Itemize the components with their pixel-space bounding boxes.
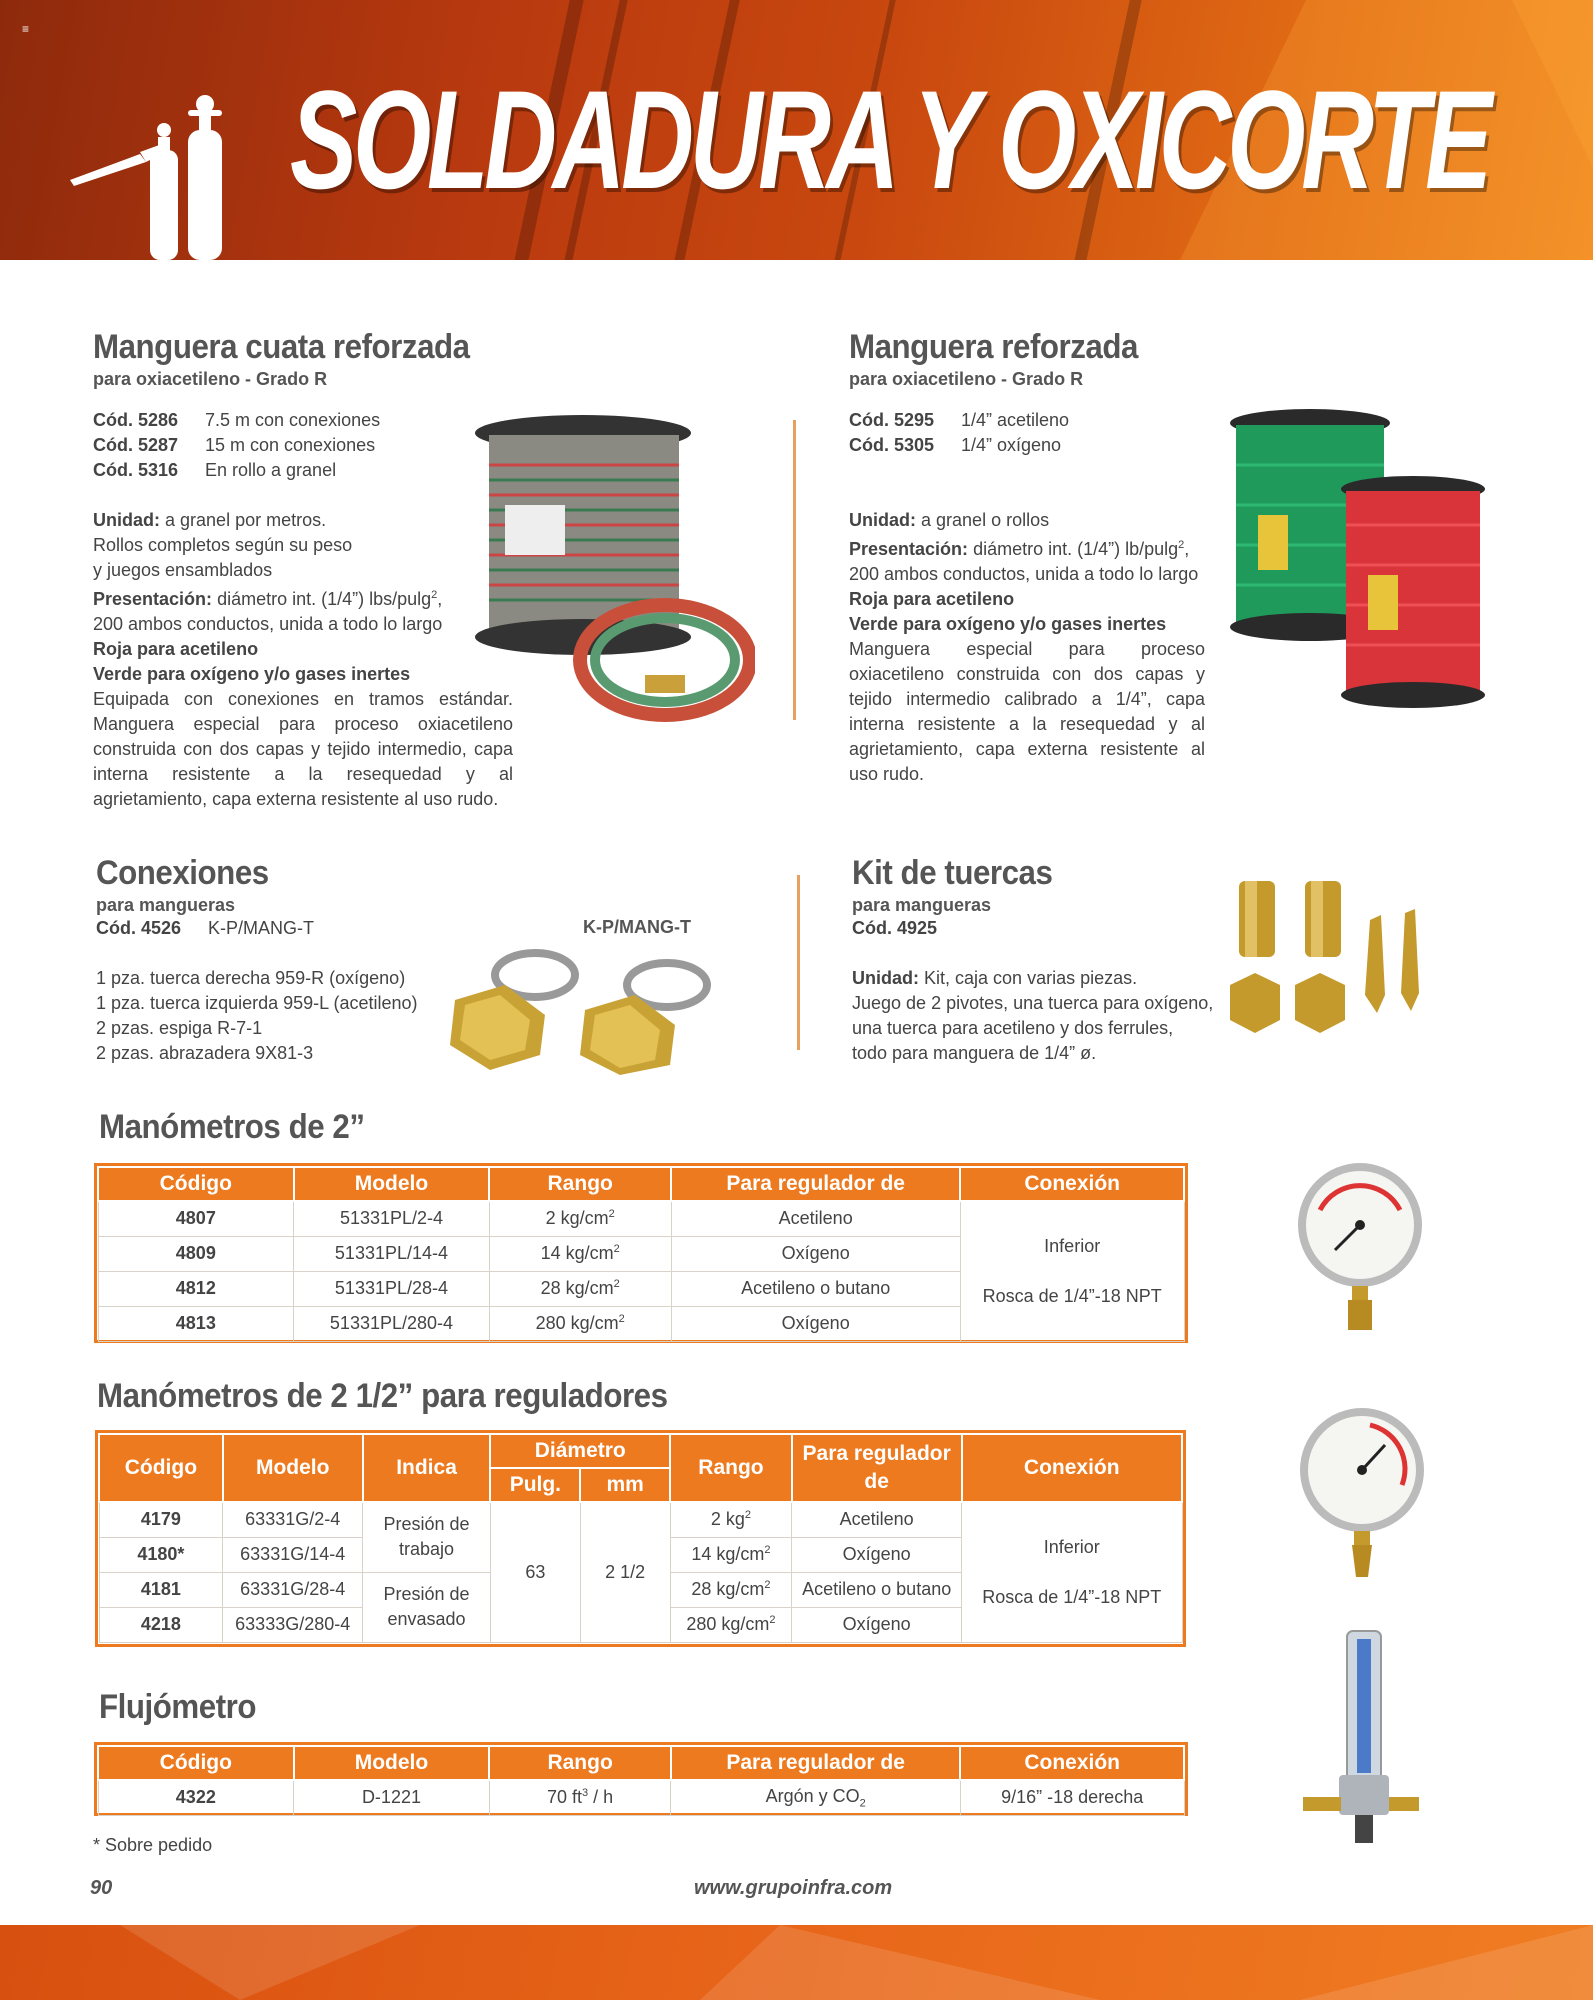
list-item: 2 pzas. espiga R-7-1	[96, 1018, 263, 1038]
pressure-gauge-image	[1290, 1160, 1440, 1340]
section-kit-tuercas: Kit de tuercas para mangueras Cód. 4925 Unidad: Kit, caja con varias piezas. Juego de 2 pivotes, una tuerca para oxígeno, una tuerca para acetileno y dos ferrules, todo para manguera de 1/4” ø.	[852, 854, 1214, 1063]
column-header: Rango	[670, 1434, 792, 1502]
column-header: Rango	[489, 1746, 671, 1780]
website-link[interactable]: www.grupoinfra.com	[694, 1877, 893, 1899]
code-row: Cód. 4526 K-P/MANG-T	[96, 918, 314, 938]
code-row: Cód. 5287 15 m con conexiones	[93, 435, 376, 455]
table-row: 4813 51331PL/280-4 280 $kg/cm^2$ Oxígeno	[98, 1306, 1184, 1341]
column-header: Modelo	[294, 1746, 490, 1780]
list-item: 2 pzas. abrazadera 9X81-3	[96, 1043, 314, 1063]
table-title: Manómetros de 2 1/2” para reguladores	[97, 1377, 668, 1415]
table-manometros-2	[94, 1163, 1188, 1343]
table-row: 4179 63331G/2-4 Presión de trabajo 63 2 1/2 2 $kg^2$ Acetileno Inferior Rosca de 1/4”-18 NPT	[99, 1502, 1182, 1537]
column-header: Indica	[363, 1434, 491, 1502]
section-manguera-reforzada: Manguera reforzada para oxiacetileno - Grado R Cód. 5295 1/4” acetileno Cód. 5305 1/4” oxígeno Unidad: a granel o rollos Presentación: diámetro int. (1/4”) lb/pulg$^2$, 200 ambos conductos, unida a todo lo largo Roja para acetileno Verde para oxígeno y/o gases inertes Manguera especial para proceso oxiacetileno construida con dos capas y tejido intermedio calibrado a 1/4”, capa interna resistente a la resequedad y al agrietamiento, capa externa resistente al uso rudo.	[849, 328, 1205, 787]
page-title: SOLDADURA Y OXICORTE	[290, 61, 1489, 218]
section-subtitle: para oxiacetileno - Grado R	[849, 369, 1084, 389]
column-header: Rango	[489, 1167, 671, 1201]
column-header: Conexión	[962, 1434, 1182, 1502]
section-subtitle: para mangueras	[96, 895, 236, 915]
table-row: 4809 51331PL/14-4 14 $kg/cm^2$ Oxígeno	[98, 1236, 1184, 1271]
footer-bar	[0, 1925, 1593, 2000]
column-header: Conexión	[960, 1746, 1184, 1780]
page-number: 90	[90, 1877, 113, 1899]
list-item: 1 pza. tuerca derecha 959-R (oxígeno)	[96, 968, 406, 988]
hose-reels-image	[1228, 405, 1488, 715]
table-row: 4218 63333G/280-4 280 $kg/cm^2$ Oxígeno	[99, 1607, 1182, 1642]
column-header: Conexión	[960, 1167, 1184, 1201]
welding-torch-cylinder-icon	[70, 92, 250, 260]
column-header: mm	[580, 1468, 670, 1502]
table-row: 4322 D-1221 70 $ft^3$ / h Argón y $CO_2$ 9/16” -18 derecha	[98, 1780, 1184, 1815]
footnote: * Sobre pedido	[93, 1835, 213, 1855]
nut-kit-image	[1225, 875, 1450, 1045]
section-subtitle: para oxiacetileno - Grado R	[93, 369, 328, 389]
section-subtitle: para mangueras	[852, 895, 992, 915]
description: Equipada con conexiones en tramos estándar. Manguera especial para proceso oxiacetileno construida con dos capas y tejido intermedio, capa interna resistente a la resequedad y al agrietamiento, capa externa resistente al uso rudo.	[93, 689, 513, 809]
table-row: 4181 63331G/28-4 Presión de envasado 28 $kg/cm^2$ Acetileno o butano	[99, 1572, 1182, 1607]
code-row: Cód. 5286 7.5 m con conexiones	[93, 410, 381, 430]
code-row: Cód. 5295 1/4” acetileno	[849, 410, 1070, 430]
table-manometros-2-1-2	[95, 1430, 1186, 1647]
code-label: Cód. 4925	[852, 918, 938, 938]
section-conexiones	[96, 854, 418, 1066]
code-row: Cód. 5305 1/4” oxígeno	[849, 435, 1062, 455]
image-label: K-P/MANG-T	[583, 917, 691, 937]
column-header: Para regulador de	[671, 1746, 960, 1780]
hose-reel-image	[465, 405, 755, 725]
section-title: Manguera reforzada	[849, 328, 1138, 366]
column-header: Modelo	[294, 1167, 490, 1201]
column-header: Diámetro	[490, 1434, 670, 1468]
section-title: Conexiones	[96, 854, 269, 892]
table-row: 4180* 63331G/14-4 14 $kg/cm^2$ Oxígeno	[99, 1537, 1182, 1572]
list-item: 1 pza. tuerca izquierda 959-L (acetileno)	[96, 993, 418, 1013]
section-manguera-cuata: Manguera cuata reforzada para oxiacetileno - Grado R Cód. 5286 7.5 m con conexiones Cód. 5287 15 m con conexiones Cód. 5316 En rollo a granel Unidad: a granel por metros. Rollos completos según su peso y juegos ensamblados Presentación: diámetro int. (1/4”) lbs/pulg$^2$, 200 ambos conductos, unida a todo lo largo Roja para acetileno Verde para oxígeno y/o gases inertes Equipada con conexiones en tramos estándar. Manguera especial para proceso oxiacetileno construida con dos capas y tejido intermedio, capa interna resistente a la resequedad y al agrietamiento, capa externa resistente al uso rudo.	[93, 328, 513, 812]
table-row: 4812 51331PL/28-4 28 $kg/cm^2$ Acetileno o butano	[98, 1271, 1184, 1306]
connectors-image	[445, 940, 735, 1075]
column-header: Código	[98, 1167, 294, 1201]
table-flujometro	[94, 1742, 1188, 1816]
section-title: Manguera cuata reforzada	[93, 328, 470, 366]
column-header: Para regulador de	[671, 1167, 960, 1201]
flowmeter-image	[1295, 1625, 1435, 1850]
table-row: 4807 51331PL/2-4 2 $kg/cm^2$ Acetileno Inferior Rosca de 1/4”-18 NPT	[98, 1201, 1184, 1236]
column-header: Para regulador de	[792, 1434, 962, 1502]
table-title: Manómetros de 2”	[99, 1108, 365, 1146]
column-header: Código	[98, 1746, 294, 1780]
code-row: Cód. 5316 En rollo a granel	[93, 460, 337, 480]
table-title: Flujómetro	[99, 1688, 257, 1726]
column-header: Modelo	[223, 1434, 363, 1502]
description: Manguera especial para proceso oxiacetileno construida con dos capas y tejido intermedio calibrado a 1/4”, capa interna resistente a la resequedad y al agrietamiento, capa externa resistente al uso rudo.	[849, 639, 1205, 784]
header-banner	[0, 0, 1593, 260]
section-title: Kit de tuercas	[852, 854, 1053, 892]
hamburger-icon[interactable]: ≡	[22, 22, 30, 36]
column-header: Pulg.	[490, 1468, 580, 1502]
column-header: Código	[99, 1434, 223, 1502]
pressure-gauge-image	[1290, 1405, 1440, 1580]
